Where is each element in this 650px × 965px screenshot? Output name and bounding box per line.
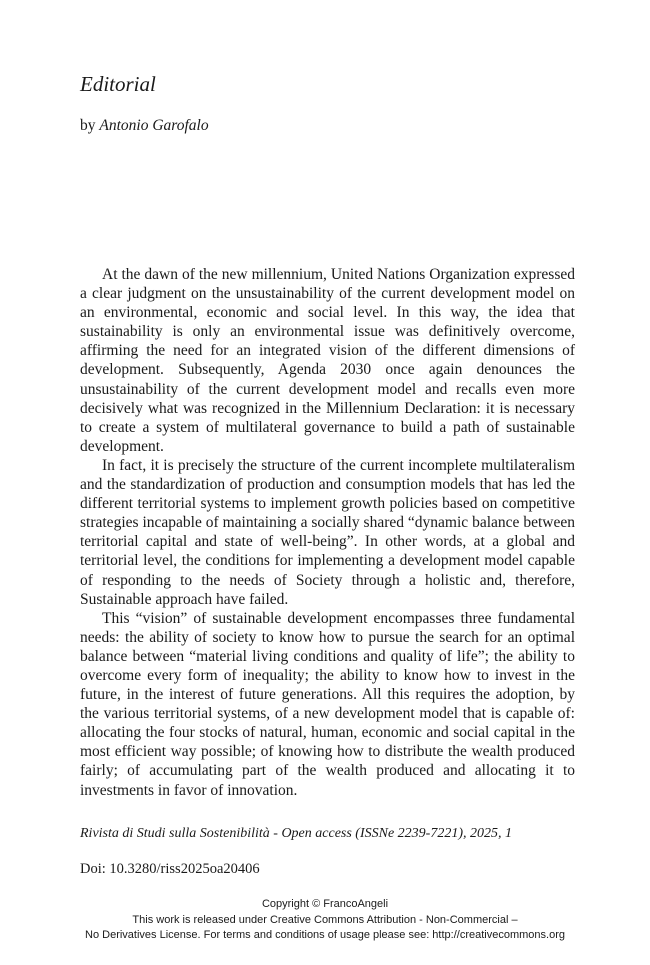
article-body: [80, 265, 575, 800]
article-title: Editorial: [80, 72, 156, 96]
paragraph-2: In fact, it is precisely the structure of the current incomplete multilateralism and the standardization of production and consumption models that has led the different territorial systems to implement growth policies based on competitive strategies incapable of maintaining a socially shared “dynamic balance between territorial capital and state of well-being”. In other words, at a global and territorial level, the conditions for implementing a development model capable of responding to the needs of Society through a holistic and, therefore, Sustainable approach have failed.: [80, 456, 575, 608]
author-name: Antonio Garofalo: [99, 117, 209, 134]
byline: [80, 116, 209, 136]
byline-prefix: by: [80, 117, 100, 134]
journal-citation: Rivista di Studi sulla Sostenibilità - Open access (ISSNe 2239-7221), 2025, 1: [80, 826, 513, 841]
paragraph-3: This “vision” of sustainable development encompasses three fundamental needs: the ability of society to know how to pursue the search for an optimal balance between “material living conditions and quality of life”; the ability to overcome every form of inequality; the ability to know how to invest in the future, in the interest of future generations. All this requires the adoption, by the various territorial systems, of a new development model that is capable of: allocating the four stocks of natural, human, economic and social capital in the most efficient way possible; of knowing how to distribute the wealth produced fairly; of accumulating part of the wealth produced and allocating it to investments in favor of innovation.: [80, 609, 575, 799]
license-line-1: This work is released under Creative Commons Attribution - Non-Commercial –: [132, 913, 518, 926]
copyright-line: Copyright © FrancoAngeli: [261, 898, 389, 910]
paragraph-1: At the dawn of the new millennium, United Nations Organization expressed a clear judgment on the unsustainability of the current development model on an environmental, economic and social level. In this way, the idea that sustainability is only an environmental issue was definitively overcome, affirming the need for an integrated vision of the different dimensions of development. Subsequently, Agenda 2030 once again denounces the unsustainability of the current development model and recalls even more decisively what was recognized in the Millennium Declaration: it is necessary to create a system of multilateral governance to build a path of sustainable development.: [80, 266, 575, 455]
license-notice: [0, 897, 650, 944]
doi: Doi: 10.3280/riss2025oa20406: [80, 861, 260, 877]
license-line-2: No Derivatives License. For terms and conditions of usage please see: http://creativecommons.org: [85, 929, 565, 941]
